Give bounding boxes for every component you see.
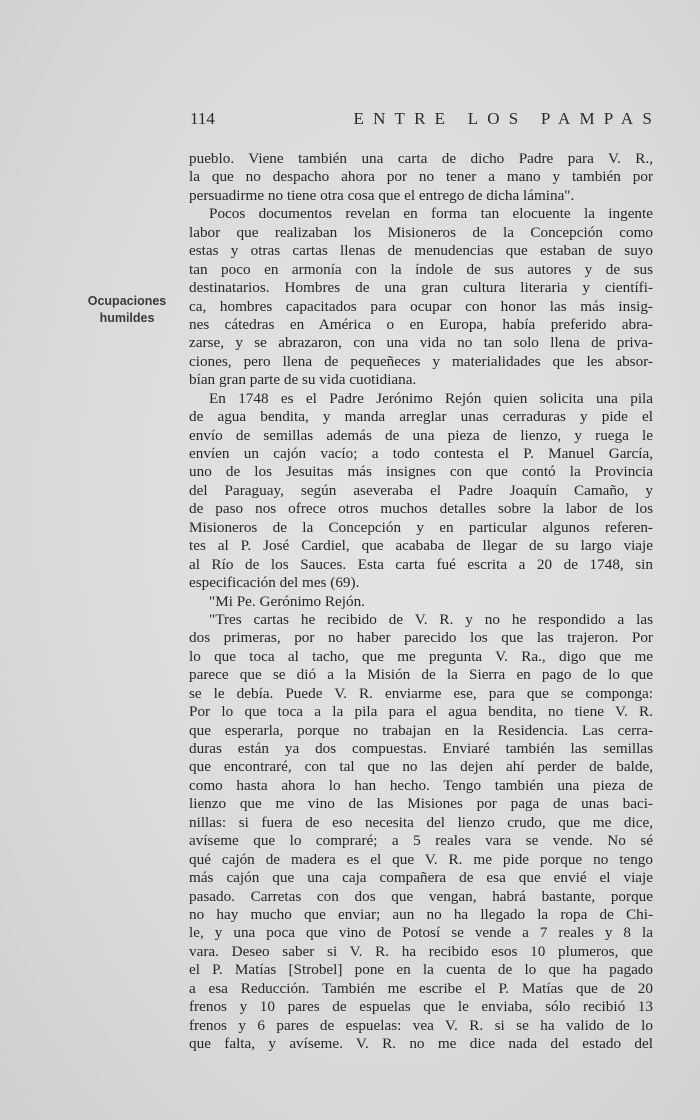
- text-line: que esperarla, porque no trabajan en la Residencia. Las cerra-: [189, 721, 653, 739]
- text-line: nillas: si fuera de eso necesita del lienzo crudo, que me dice,: [189, 813, 653, 831]
- text-line: estas y otras cartas llenas de menudencias que estaban de suyo: [189, 242, 653, 260]
- margin-note: [76, 293, 178, 327]
- text-line: "Tres cartas he recibido de V. R. y no he respondido a las: [209, 610, 653, 628]
- book-title: ENTRE LOS PAMPAS: [353, 109, 661, 128]
- text-line: no hay mucho que enviar; aun no ha llegado la ropa de Chi-: [189, 905, 653, 923]
- text-line: que falta, y avíseme. V. R. no me dice nada del estado del: [189, 1035, 653, 1052]
- text-line: pasado. Carretas con dos que vengan, habrá bastante, porque: [189, 887, 653, 905]
- body-text: [189, 150, 653, 1053]
- text-line: frenos y 6 pares de espuelas: vea V. R. si se ha valido de lo: [189, 1016, 653, 1034]
- text-line: el P. Matías [Strobel] pone en la cuenta de lo que ha pagado: [189, 961, 653, 979]
- text-line: tes al P. José Cardiel, que acababa de llegar de su largo viaje: [189, 537, 653, 555]
- text-line: Por lo que toca a la pila para el agua bendita, no tiene V. R.: [189, 703, 653, 721]
- text-line: En 1748 es el Padre Jerónimo Rejón quien solicita una pila: [209, 389, 653, 407]
- text-line: lo que toca al tacho, que me pregunta V. Ra., digo que me: [189, 647, 653, 665]
- text-line: frenos y 10 pares de espuelas que le enviaba, sólo recibió 13: [189, 998, 653, 1016]
- text-line: Pocos documentos revelan en forma tan elocuente la ingente: [209, 205, 653, 223]
- text-line: la que no despacho ahora por no tener a mano y también por: [189, 168, 653, 186]
- text-line: especificación del mes (69).: [189, 574, 360, 592]
- text-line: más cajón que una caja compañera de esa que envié el viaje: [189, 869, 653, 887]
- text-line: envío de semillas además de una pieza de lienzo, y ruega le: [189, 426, 653, 444]
- text-line: avíseme que lo compraré; a 5 reales vara se vende. No sé: [189, 832, 653, 850]
- text-line: a esa Reducción. También me escribe el P. Matías que de 20: [189, 979, 653, 997]
- text-line: lienzo que me vino de las Misiones por paga de unas baci-: [189, 795, 653, 813]
- text-line: persuadirme no tiene otra cosa que el entrego de dicha lámina".: [189, 186, 575, 204]
- text-line: envíen un cajón vacío; a todo contesta el P. Manuel García,: [189, 445, 653, 462]
- text-line: ciones, pero llena de pequeñeces y materialidades que les absor-: [189, 352, 653, 370]
- text-line: pueblo. Viene también una carta de dicho Padre para V. R.,: [189, 150, 653, 167]
- page-number: 114: [190, 109, 215, 128]
- text-line: ca, hombres capacitados para ocupar con honor las más insig-: [189, 297, 653, 315]
- text-line: como hasta ahora lo han hecho. Tengo también una pieza de: [189, 776, 653, 794]
- text-line: de agua bendita, y manda arreglar unas cerraduras y pide el: [189, 408, 653, 426]
- text-line: se le debía. Puede V. R. enviarme ese, para que se componga:: [189, 684, 653, 702]
- text-line: tan poco en armonía con la índole de sus autores y de sus: [189, 260, 653, 278]
- text-line: dos primeras, por no haber parecido los que las trajeron. Por: [189, 629, 653, 647]
- text-line: Misioneros de la Concepción y en particular algunos referen-: [189, 518, 653, 536]
- text-line: nes cátedras en América o en Europa, había preferido abra-: [189, 315, 653, 333]
- text-line: que encontraré, con tal que no las dejen ahí perder de balde,: [189, 758, 653, 776]
- running-head: [190, 108, 661, 130]
- text-line: de paso nos ofrece otros muchos detalles sobre la labor de los: [189, 500, 653, 518]
- text-line: parece que se dió a la Misión de la Sierra en pago de lo que: [189, 666, 653, 684]
- text-line: bían gran parte de su vida cuotidiana.: [189, 371, 417, 389]
- text-line: qué cajón de madera es el que V. R. me pide porque no tengo: [189, 850, 653, 868]
- text-line: "Mi Pe. Gerónimo Rejón.: [209, 592, 365, 610]
- text-line: zarse, y se abrazaron, con una vida no tan solo llena de priva-: [189, 334, 653, 352]
- text-line: vara. Deseo saber si V. R. ha recibido esos 10 plumeros, que: [189, 942, 653, 960]
- text-line: uno de los Jesuitas más insignes con que contó la Provincia: [189, 463, 653, 481]
- text-line: labor que realizaban los Misioneros de la Concepción como: [189, 223, 653, 241]
- margin-note-line-1: Ocupaciones: [87, 294, 167, 308]
- text-line: duras están ya dos compuestas. Enviaré también las semillas: [189, 740, 653, 757]
- text-line: le, y una poca que vino de Potosí se vende a 7 reales y 8 la: [189, 924, 653, 942]
- text-line: al Río de los Sauces. Esta carta fué escrita a 20 de 1748, sin: [189, 555, 653, 573]
- text-line: del Paraguay, según aseveraba el Padre Joaquín Camaño, y: [189, 481, 653, 499]
- margin-note-line-2: humildes: [99, 311, 155, 325]
- text-line: destinatarios. Hombres de una gran cultura literaria y científi-: [189, 279, 653, 297]
